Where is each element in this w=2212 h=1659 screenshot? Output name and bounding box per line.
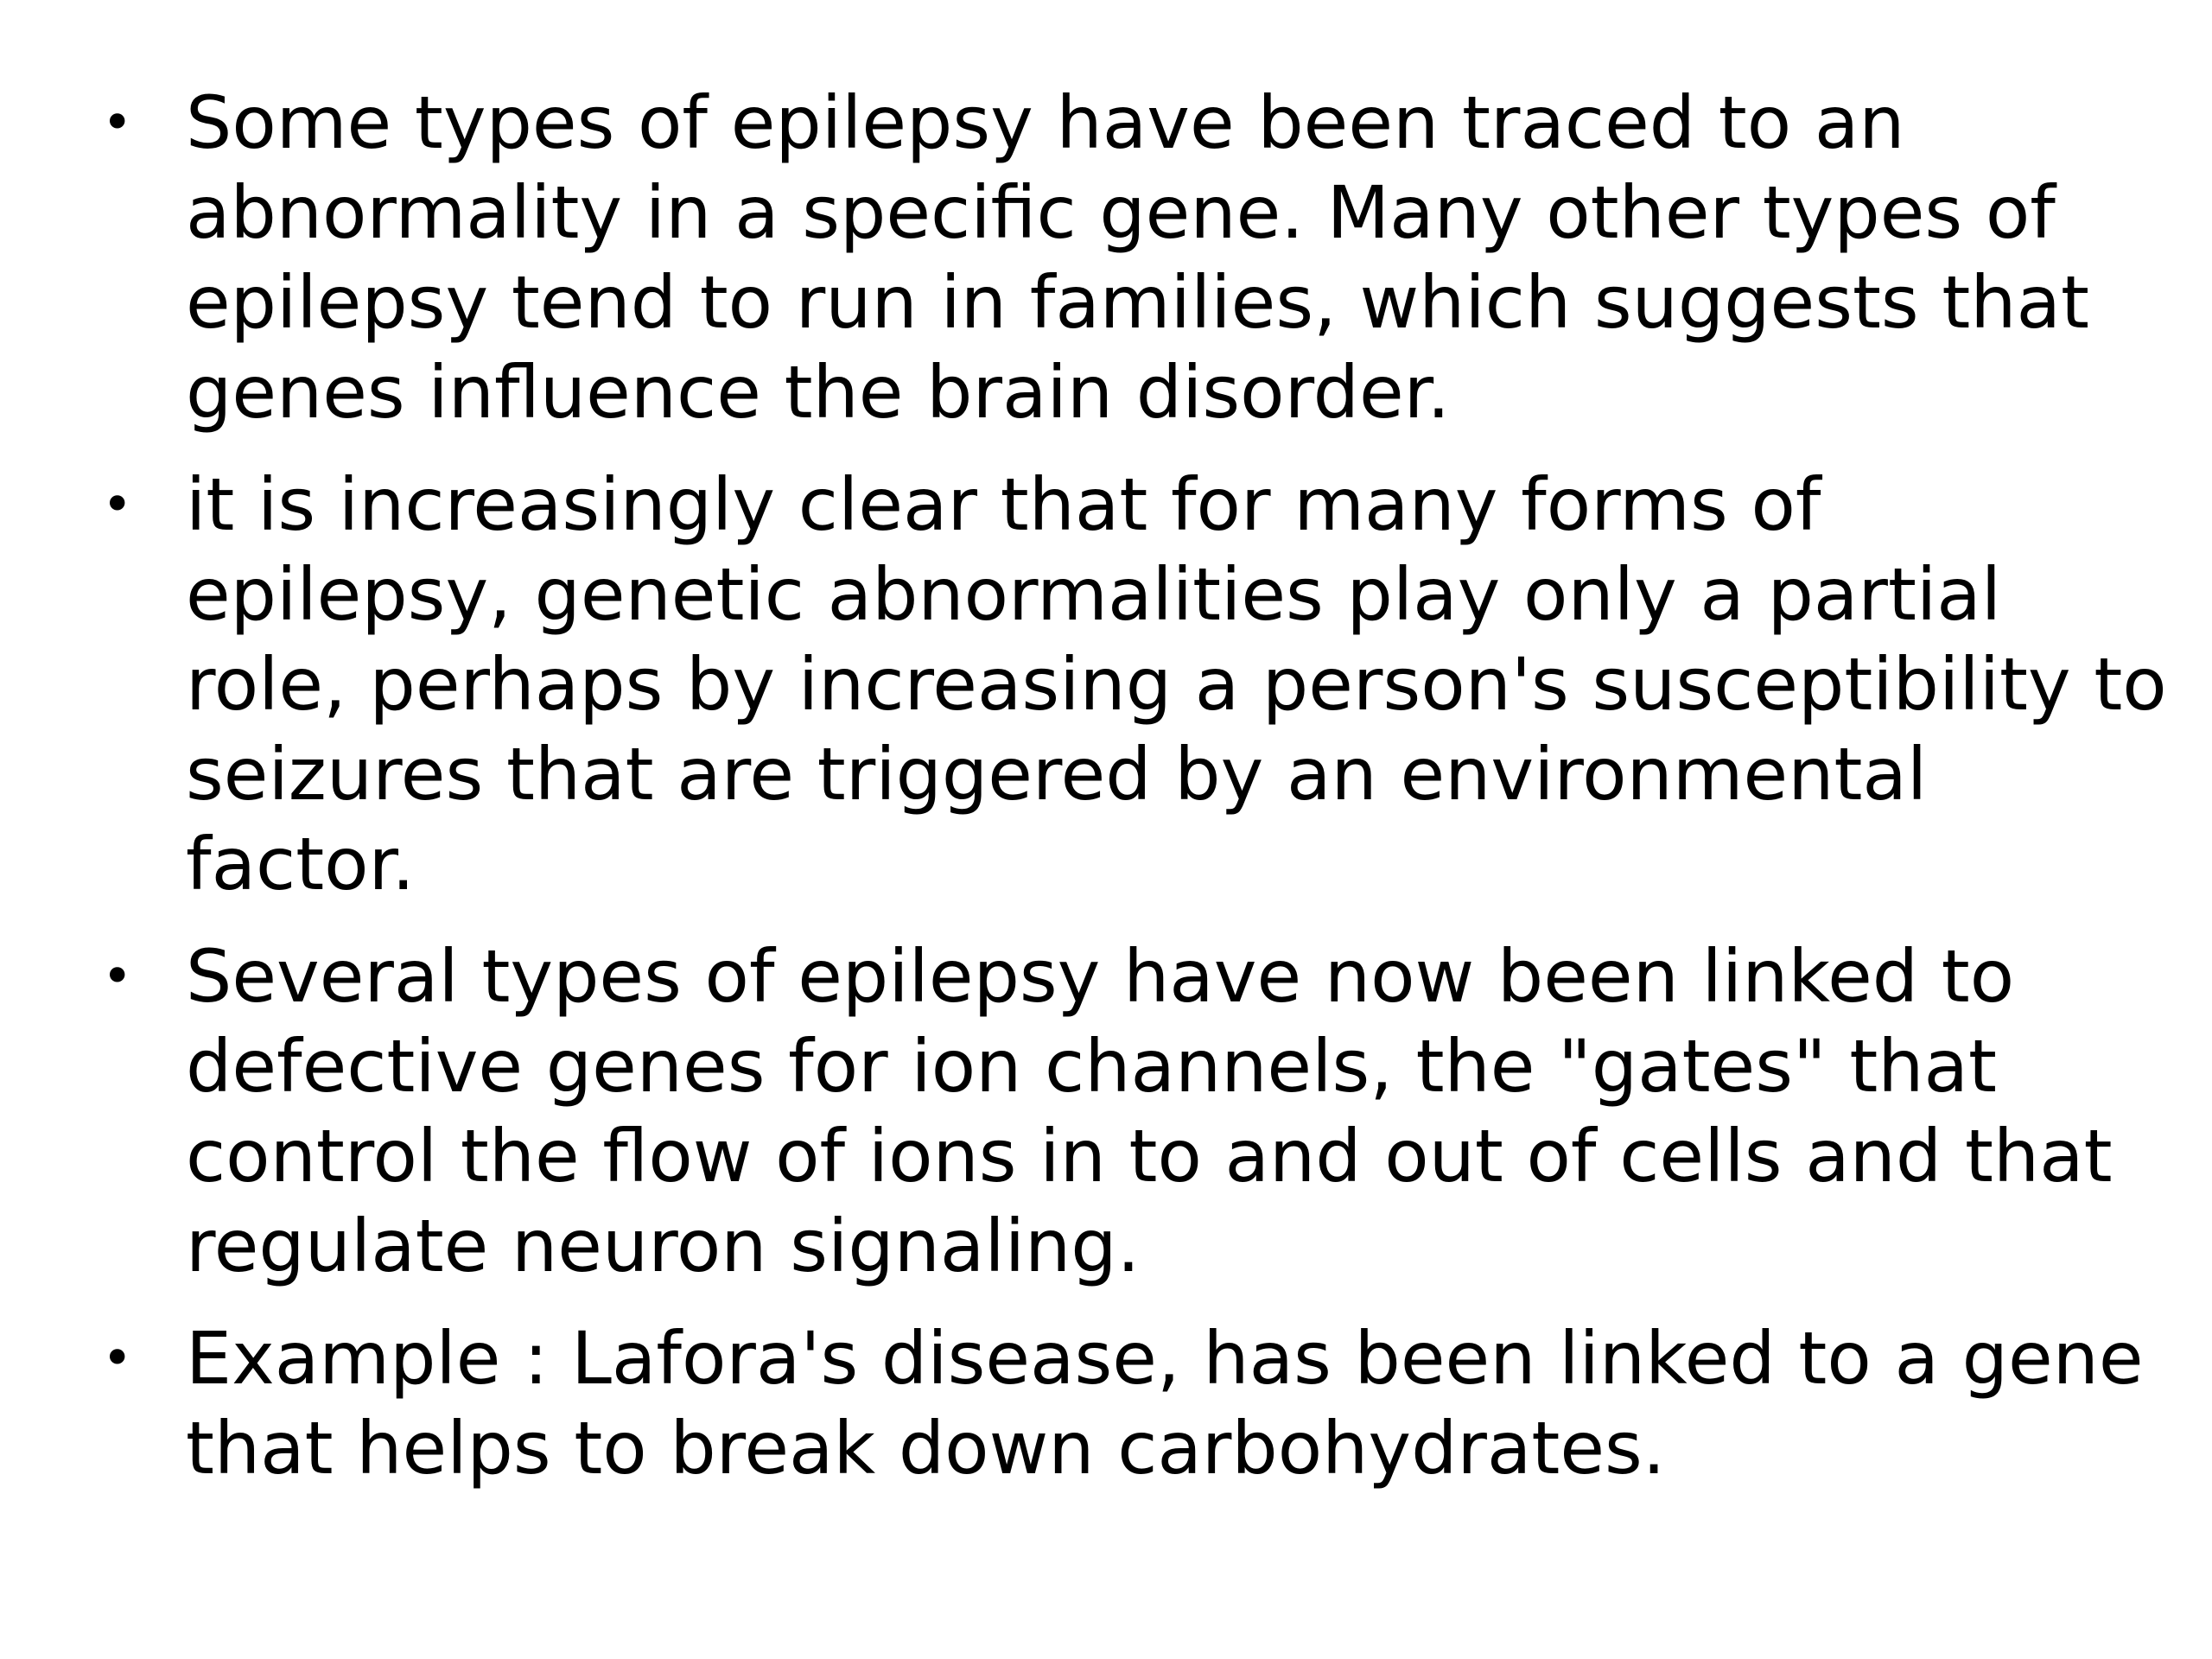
bullet-marker: • — [102, 92, 133, 153]
bullet-list — [95, 78, 2169, 1516]
bullet-item-ion-channels — [95, 931, 2169, 1291]
bullet-text: Several types of epilepsy have now been linked to defective genes for ion channels, the "gates" that control the flow of ions in to and out of cells and that regulate neuron signaling. — [186, 934, 2113, 1288]
bullet-text: Example : Lafora's disease, has been linked to a gene that helps to break down carbohydrates. — [186, 1316, 2144, 1491]
bullet-marker: • — [102, 946, 133, 1007]
bullet-item-lafora-example — [95, 1313, 2169, 1493]
bullet-marker: • — [102, 1328, 133, 1389]
bullet-item-gene-abnormality — [95, 78, 2169, 437]
bullet-marker: • — [102, 474, 133, 535]
bullet-text: Some types of epilepsy have been traced to an abnormality in a specific gene. Many other types of epilepsy tend to run in families, which suggests that genes influence the brain disorder. — [186, 80, 2089, 435]
bullet-item-partial-role — [95, 460, 2169, 909]
bullet-text: it is increasingly clear that for many forms of epilepsy, genetic abnormalities play only a partial role, perhaps by increasing a person's susceptibility to seizures that are triggered by an environmental factor. — [186, 462, 2167, 906]
